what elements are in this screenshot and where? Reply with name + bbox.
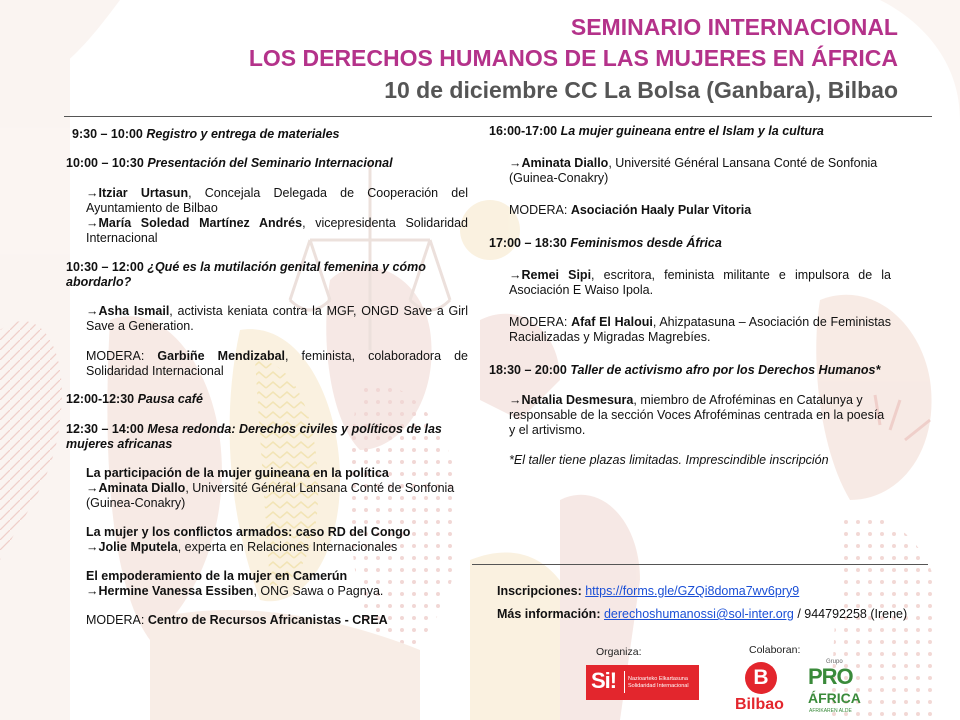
arrow-icon: → (86, 584, 99, 598)
moderator-haaly-pular: MODERA: Asociación Haaly Pular Vitoria (509, 203, 752, 217)
speaker-aminata-diallo: →Aminata Diallo, Université Général Lansana Conté de Sonfonia (Guinea-Conakry) (86, 481, 455, 510)
session-mgf: 10:30 – 12:00 ¿Qué es la mutilación genital femenina y cómo abordarlo? (66, 260, 426, 289)
speaker-jolie-mputela: →Jolie Mputela, experta en Relaciones Internacionales (86, 540, 398, 554)
info-divider (472, 564, 928, 565)
arrow-icon: → (86, 304, 99, 318)
registration-info: Inscripciones: https://forms.gle/GZQi8doma7wv6pry9 (497, 584, 800, 598)
session-presentation: 10:00 – 10:30 Presentación del Seminario Internacional (66, 156, 393, 170)
arrow-icon: → (86, 481, 99, 495)
session-registration: 9:30 – 10:00 Registro y entrega de materiales (72, 127, 340, 141)
pro-africa-logo: Grupo PRO ÁFRICA AFRIKAREN ALDE (808, 659, 861, 714)
speaker-natalia-desmesura: →Natalia Desmesura, miembro de Afroféminas en Catalunya y responsable de la sección Voces Afroféminas centrada en la poesía y el artivismo. (509, 393, 885, 437)
session-afro-activism-workshop: 18:30 – 20:00 Taller de activismo afro por los Derechos Humanos* (489, 363, 881, 377)
email-link[interactable]: derechoshumanossi@sol-inter.org (603, 607, 794, 621)
speaker-itziar-urtasun: →Itziar Urtasun, Concejala Delegada de Cooperación del Ayuntamiento de Bilbao (86, 186, 468, 215)
arrow-icon: → (86, 216, 99, 230)
arrow-icon: → (509, 393, 522, 407)
topic-empowerment-cameroon: El empoderamiento de la mujer en Camerún (86, 569, 348, 583)
speaker-maria-soledad: →María Soledad Martínez Andrés, vicepresidenta Solidaridad Internacional (86, 216, 468, 245)
session-feminisms: 17:00 – 18:30 Feminismos desde África (489, 236, 722, 250)
moderator-crea: MODERA: Centro de Recursos Africanistas - CREA (86, 613, 388, 627)
arrow-icon: → (86, 186, 99, 200)
workshop-note: *El taller tiene plazas limitadas. Imprescindible inscripción (509, 453, 829, 467)
session-coffee-break: 12:00-12:30 Pausa café (66, 392, 203, 406)
more-info: Más información: derechoshumanossi@sol-inter.org / 944792258 (Irene) (497, 607, 908, 621)
arrow-icon: → (86, 540, 99, 554)
header (0, 0, 960, 120)
arrow-icon: → (509, 268, 522, 282)
program-right-column (489, 124, 891, 468)
header-divider (64, 116, 932, 117)
topic-guinean-women-politics: La participación de la mujer guineana en la política (86, 466, 389, 480)
moderator-garbine: MODERA: Garbiñe Mendizabal, feminista, colaboradora de Solidaridad Internacional (86, 349, 468, 378)
bilbao-logo: B Bilbao (735, 662, 791, 718)
event-date-location: 10 de diciembre CC La Bolsa (Ganbara), Bilbao (384, 77, 898, 103)
speaker-hermine-essiben: →Hermine Vanessa Essiben, ONG Sawa o Pagnya. (86, 584, 384, 598)
registration-link[interactable]: https://forms.gle/GZQi8doma7wv6pry9 (585, 584, 800, 598)
moderator-afaf-el-haloui: MODERA: Afaf El Haloui, Ahizpatasuna – Asociación de Feministas Racializadas y Migradas Magrebíes. (509, 315, 891, 344)
solidaridad-internacional-logo: Si! Nazioarteko Elkartasuna Solidaridad Internacional (586, 665, 699, 700)
organiza-label: Organiza: (596, 646, 642, 658)
topic-armed-conflicts: La mujer y los conflictos armados: caso RD del Congo (86, 525, 411, 539)
title-line-2: LOS DERECHOS HUMANOS DE LAS MUJERES EN ÁFRICA (248, 45, 898, 71)
session-round-table: 12:30 – 14:00 Mesa redonda: Derechos civiles y políticos de las mujeres africanas (66, 422, 442, 451)
session-islam-culture: 16:00-17:00 La mujer guineana entre el Islam y la cultura (489, 124, 824, 138)
colaboran-label: Colaboran: (749, 644, 801, 656)
program-left-column (66, 127, 468, 628)
speaker-aminata-diallo-2: →Aminata Diallo, Université Général Lansana Conté de Sonfonia (Guinea-Conakry) (509, 156, 878, 185)
speaker-remei-sipi: →Remei Sipi, escritora, feminista militante e impulsora de la Asociación E Waiso Ipola. (509, 268, 891, 297)
title-line-1: SEMINARIO INTERNACIONAL (570, 14, 898, 40)
arrow-icon: → (509, 156, 522, 170)
speaker-asha-ismail: →Asha Ismail, activista keniata contra la MGF, ONGD Save a Girl Save a Generation. (86, 304, 468, 333)
